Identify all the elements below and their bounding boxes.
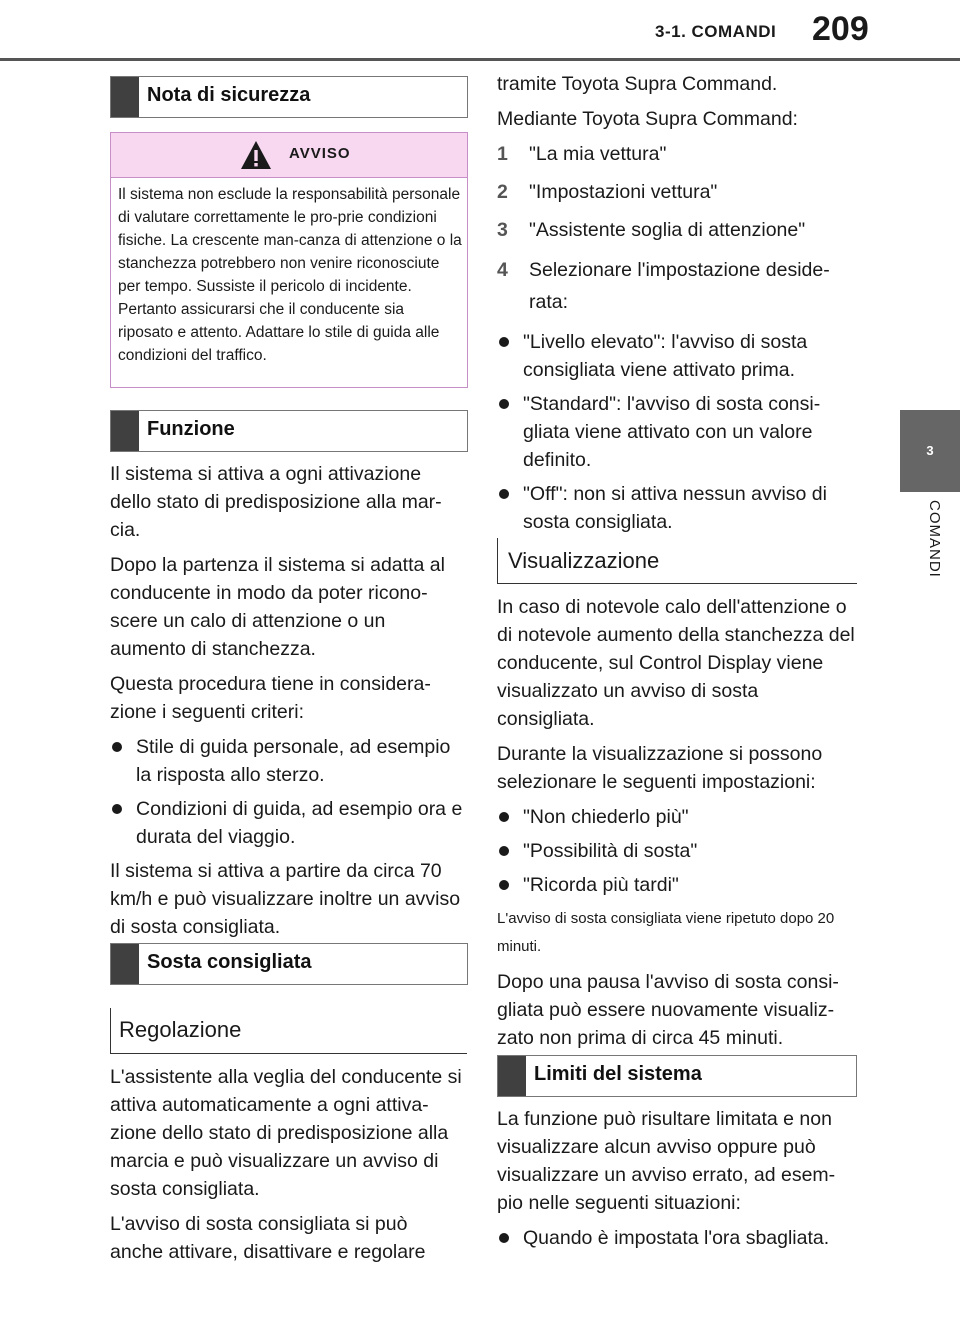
paragraph: La funzione può risultare limitata e non visualizzare alcun avviso oppure può visualizzare un avviso errato, ad esem-pio nelle seguenti situazioni: [497,1108,836,1214]
heading-safety-note [110,76,468,118]
function-section [110,460,466,948]
step-text: "La mia vettura" [529,143,667,165]
heading-system-limits [497,1055,857,1097]
list-item [497,390,857,474]
paragraph: L'assistente alla veglia del conducente si attiva automaticamente a ogni attiva-zione dello stato di predisposizione alla marcia e può visualizzare un avviso di sosta consigliata. [110,1066,462,1200]
heading-function [110,410,468,452]
step-number: 3 [497,219,508,241]
step-item [497,178,857,206]
paragraph: Il sistema si attiva a partire da circa 70 km/h e può visualizzare inoltre un avviso di sosta consigliata. [110,860,461,938]
step-number: 4 [497,259,508,281]
command-section [497,70,857,542]
heading-bar [498,1056,526,1096]
subheading-adjustment: Regolazione [119,1017,242,1042]
limits-section [497,1105,857,1258]
section-title: 3-1. COMANDI [655,22,777,41]
list-item-text: Condizioni di guida, ad esempio ora e durata del viaggio. [136,798,463,848]
heading-rest-advice [110,943,468,985]
step-item [497,254,857,318]
heading-text: Sosta consigliata [147,951,312,973]
list-item-text: "Possibilità di sosta" [523,840,698,862]
list-item-text: "Standard": l'avviso di sosta consi-gliata viene attivato con un valore definito. [523,393,821,471]
paragraph: Il sistema si attiva a ogni attivazione dello stato di predisposizione alla mar-cia. [110,463,442,541]
list-item [497,328,857,384]
heading-bar [111,411,139,451]
step-number: 1 [497,143,508,165]
list-item-text: Quando è impostata l'ora sbagliata. [523,1227,830,1249]
list-item [497,871,857,899]
list-item [497,1224,857,1252]
paragraph: L'avviso di sosta consigliata si può anche attivare, disattivare e regolare [110,1213,426,1263]
heading-bar [111,77,139,117]
list-item [497,803,857,831]
heading-text: Funzione [147,418,235,440]
step-number: 2 [497,181,508,203]
bullet-icon [499,399,509,409]
warning-title: AVVISO [289,145,351,162]
warning-box [110,132,468,388]
list-item [110,733,466,789]
paragraph: Mediante Toyota Supra Command: [497,108,798,130]
bullet-icon [112,804,122,814]
chapter-tab: 3 [900,410,960,492]
header-rule [0,58,960,61]
heading-text: Nota di sicurezza [147,84,311,106]
list-item [497,837,857,865]
list-item [110,795,466,851]
step-item [497,216,857,244]
step-text: Selezionare l'impostazione deside-rata: [529,259,830,313]
heading-bar [111,944,139,984]
heading-text: Limiti del sistema [534,1063,702,1085]
list-item-text: "Livello elevato": l'avviso di sosta consigliata viene attivato prima. [523,331,808,381]
paragraph: In caso di notevole calo dell'attenzione o di notevole aumento della stanchezza del conducente, sul Control Display viene visualizzato un avviso di sosta consigliata. [497,596,855,730]
bullet-icon [499,489,509,499]
paragraph: Dopo la partenza il sistema si adatta al conducente in modo da poter ricono-scere un calo di attenzione o un aumento di stanchezza. [110,554,445,660]
adjustment-section [110,1063,466,1273]
list-item-text: "Ricorda più tardi" [523,874,679,896]
bullet-icon [499,846,509,856]
bullet-icon [499,1233,509,1243]
bullet-icon [499,812,509,822]
subheading-rule-horizontal [497,583,857,584]
list-item-text: "Non chiederlo più" [523,806,689,828]
subheading-rule-vertical [497,538,498,584]
chapter-tab-label: COMANDI [926,500,943,578]
warning-header [111,133,467,178]
subheading-display: Visualizzazione [508,548,660,573]
subheading-rule-horizontal [110,1053,467,1054]
step-item [497,140,857,168]
paragraph: tramite Toyota Supra Command. [497,73,778,95]
bullet-icon [499,880,509,890]
paragraph: Questa procedura tiene in considera-zione i seguenti criteri: [110,673,431,723]
list-item-text: "Off": non si attiva nessun avviso di sosta consigliata. [523,483,827,533]
paragraph: Dopo una pausa l'avviso di sosta consi-gliata può essere nuovamente visualiz-zato non prima di circa 45 minuti. [497,971,839,1049]
warning-triangle-icon [239,139,273,171]
note-text: L'avviso di sosta consigliata viene ripetuto dopo 20 minuti. [497,910,835,955]
step-text: "Impostazioni vettura" [529,181,718,203]
step-text: "Assistente soglia di attenzione" [529,219,806,241]
list-item [497,480,857,536]
display-section [497,593,857,1059]
bullet-icon [112,742,122,752]
list-item-text: Stile di guida personale, ad esempio la risposta allo sterzo. [136,736,451,786]
paragraph: Durante la visualizzazione si possono selezionare le seguenti impostazioni: [497,743,823,793]
bullet-icon [499,337,509,347]
subheading-rule-vertical [110,1008,111,1054]
warning-text: Il sistema non esclude la responsabilità personale di valutare correttamente le pro-prie condizioni fisiche. La crescente man-canza di attenzione o la stanchezza potrebbero non venire riconosciute per tempo. Sussiste il pericolo di incidente. Pertanto assicurarsi che il conducente sia riposato e attento. Adattare lo stile di guida alle condizioni del traffico. [118,186,462,364]
page-number: 209 [812,10,869,48]
